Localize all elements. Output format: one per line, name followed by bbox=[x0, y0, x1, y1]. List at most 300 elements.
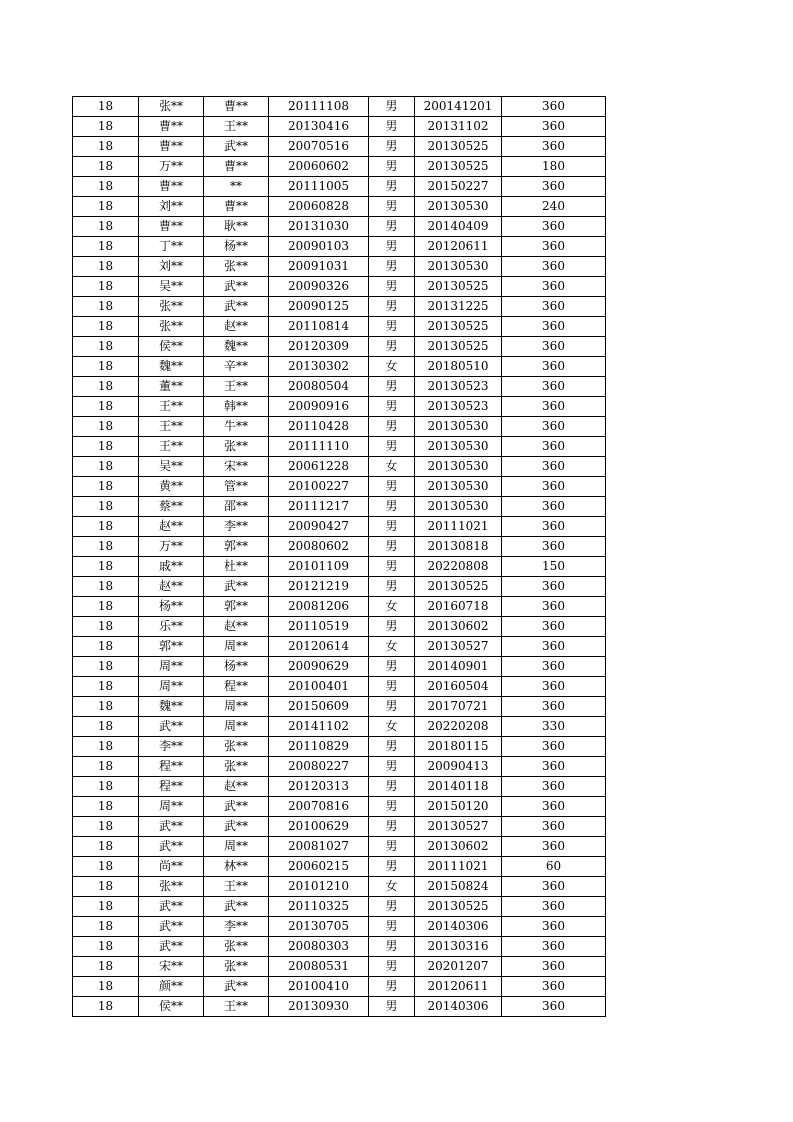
group-cell: 18 bbox=[73, 217, 139, 237]
amount-cell: 360 bbox=[502, 417, 606, 437]
group-cell: 18 bbox=[73, 437, 139, 457]
group-cell: 18 bbox=[73, 497, 139, 517]
gender-cell: 男 bbox=[369, 337, 415, 357]
name-cell: 王** bbox=[139, 437, 204, 457]
relation-name-cell: 韩** bbox=[204, 397, 269, 417]
relation-name-cell: 辛** bbox=[204, 357, 269, 377]
name-cell: 张** bbox=[139, 317, 204, 337]
table-row bbox=[73, 997, 606, 1017]
amount-cell: 360 bbox=[502, 217, 606, 237]
name-cell: 董** bbox=[139, 377, 204, 397]
table-row bbox=[73, 617, 606, 637]
amount-cell: 360 bbox=[502, 537, 606, 557]
date-cell: 20060828 bbox=[269, 197, 369, 217]
amount-cell: 360 bbox=[502, 237, 606, 257]
gender-cell: 男 bbox=[369, 577, 415, 597]
amount-cell: 360 bbox=[502, 797, 606, 817]
start-date-cell: 20170721 bbox=[415, 697, 502, 717]
table-row bbox=[73, 97, 606, 117]
table-row bbox=[73, 417, 606, 437]
amount-cell: 360 bbox=[502, 397, 606, 417]
gender-cell: 男 bbox=[369, 377, 415, 397]
name-cell: 乐** bbox=[139, 617, 204, 637]
gender-cell: 男 bbox=[369, 317, 415, 337]
relation-name-cell: 张** bbox=[204, 937, 269, 957]
start-date-cell: 20180115 bbox=[415, 737, 502, 757]
start-date-cell: 200141201 bbox=[415, 97, 502, 117]
amount-cell: 360 bbox=[502, 257, 606, 277]
gender-cell: 男 bbox=[369, 677, 415, 697]
group-cell: 18 bbox=[73, 877, 139, 897]
relation-name-cell: 程** bbox=[204, 677, 269, 697]
relation-name-cell: 李** bbox=[204, 517, 269, 537]
relation-name-cell: 赵** bbox=[204, 777, 269, 797]
group-cell: 18 bbox=[73, 817, 139, 837]
relation-name-cell: 宋** bbox=[204, 457, 269, 477]
gender-cell: 男 bbox=[369, 957, 415, 977]
gender-cell: 男 bbox=[369, 97, 415, 117]
date-cell: 20141102 bbox=[269, 717, 369, 737]
date-cell: 20081027 bbox=[269, 837, 369, 857]
name-cell: 颜** bbox=[139, 977, 204, 997]
amount-cell: 360 bbox=[502, 957, 606, 977]
table-row bbox=[73, 637, 606, 657]
date-cell: 20110814 bbox=[269, 317, 369, 337]
start-date-cell: 20130525 bbox=[415, 577, 502, 597]
gender-cell: 男 bbox=[369, 617, 415, 637]
data-table bbox=[72, 96, 606, 1017]
name-cell: 尚** bbox=[139, 857, 204, 877]
date-cell: 20110325 bbox=[269, 897, 369, 917]
group-cell: 18 bbox=[73, 97, 139, 117]
group-cell: 18 bbox=[73, 137, 139, 157]
gender-cell: 男 bbox=[369, 177, 415, 197]
start-date-cell: 20220808 bbox=[415, 557, 502, 577]
relation-name-cell: 武** bbox=[204, 817, 269, 837]
relation-name-cell: 赵** bbox=[204, 317, 269, 337]
amount-cell: 360 bbox=[502, 817, 606, 837]
start-date-cell: 20140901 bbox=[415, 657, 502, 677]
name-cell: 周** bbox=[139, 657, 204, 677]
table-row bbox=[73, 897, 606, 917]
start-date-cell: 20140118 bbox=[415, 777, 502, 797]
name-cell: 王** bbox=[139, 417, 204, 437]
start-date-cell: 20130523 bbox=[415, 377, 502, 397]
start-date-cell: 20180510 bbox=[415, 357, 502, 377]
date-cell: 20100401 bbox=[269, 677, 369, 697]
gender-cell: 女 bbox=[369, 357, 415, 377]
amount-cell: 360 bbox=[502, 357, 606, 377]
date-cell: 20091031 bbox=[269, 257, 369, 277]
gender-cell: 男 bbox=[369, 217, 415, 237]
date-cell: 20080504 bbox=[269, 377, 369, 397]
group-cell: 18 bbox=[73, 377, 139, 397]
gender-cell: 男 bbox=[369, 997, 415, 1017]
group-cell: 18 bbox=[73, 157, 139, 177]
name-cell: 王** bbox=[139, 397, 204, 417]
group-cell: 18 bbox=[73, 297, 139, 317]
date-cell: 20090103 bbox=[269, 237, 369, 257]
table-row bbox=[73, 317, 606, 337]
date-cell: 20101109 bbox=[269, 557, 369, 577]
relation-name-cell: 武** bbox=[204, 977, 269, 997]
start-date-cell: 20150120 bbox=[415, 797, 502, 817]
table-row bbox=[73, 937, 606, 957]
start-date-cell: 20130525 bbox=[415, 317, 502, 337]
amount-cell: 330 bbox=[502, 717, 606, 737]
gender-cell: 女 bbox=[369, 597, 415, 617]
amount-cell: 360 bbox=[502, 457, 606, 477]
group-cell: 18 bbox=[73, 537, 139, 557]
date-cell: 20121219 bbox=[269, 577, 369, 597]
start-date-cell: 20130602 bbox=[415, 837, 502, 857]
relation-name-cell: 郭** bbox=[204, 597, 269, 617]
name-cell: 吴** bbox=[139, 277, 204, 297]
name-cell: 武** bbox=[139, 837, 204, 857]
name-cell: 武** bbox=[139, 897, 204, 917]
gender-cell: 男 bbox=[369, 397, 415, 417]
group-cell: 18 bbox=[73, 717, 139, 737]
name-cell: 曹** bbox=[139, 137, 204, 157]
relation-name-cell: 管** bbox=[204, 477, 269, 497]
date-cell: 20081206 bbox=[269, 597, 369, 617]
gender-cell: 男 bbox=[369, 117, 415, 137]
name-cell: 周** bbox=[139, 677, 204, 697]
table-row bbox=[73, 257, 606, 277]
amount-cell: 360 bbox=[502, 697, 606, 717]
date-cell: 20111005 bbox=[269, 177, 369, 197]
start-date-cell: 20130527 bbox=[415, 637, 502, 657]
gender-cell: 男 bbox=[369, 297, 415, 317]
name-cell: 万** bbox=[139, 157, 204, 177]
name-cell: 张** bbox=[139, 877, 204, 897]
amount-cell: 360 bbox=[502, 997, 606, 1017]
group-cell: 18 bbox=[73, 337, 139, 357]
date-cell: 20101210 bbox=[269, 877, 369, 897]
relation-name-cell: 武** bbox=[204, 277, 269, 297]
gender-cell: 男 bbox=[369, 517, 415, 537]
table-row bbox=[73, 337, 606, 357]
date-cell: 20060215 bbox=[269, 857, 369, 877]
start-date-cell: 20130530 bbox=[415, 497, 502, 517]
gender-cell: 男 bbox=[369, 137, 415, 157]
table-row bbox=[73, 537, 606, 557]
date-cell: 20070816 bbox=[269, 797, 369, 817]
name-cell: 侯** bbox=[139, 997, 204, 1017]
group-cell: 18 bbox=[73, 757, 139, 777]
relation-name-cell: 周** bbox=[204, 637, 269, 657]
relation-name-cell: 曹** bbox=[204, 97, 269, 117]
start-date-cell: 20201207 bbox=[415, 957, 502, 977]
name-cell: 戚** bbox=[139, 557, 204, 577]
amount-cell: 360 bbox=[502, 317, 606, 337]
start-date-cell: 20130530 bbox=[415, 257, 502, 277]
amount-cell: 360 bbox=[502, 97, 606, 117]
relation-name-cell: 曹** bbox=[204, 157, 269, 177]
table-row bbox=[73, 597, 606, 617]
group-cell: 18 bbox=[73, 837, 139, 857]
gender-cell: 男 bbox=[369, 897, 415, 917]
group-cell: 18 bbox=[73, 937, 139, 957]
group-cell: 18 bbox=[73, 417, 139, 437]
start-date-cell: 20111021 bbox=[415, 857, 502, 877]
amount-cell: 360 bbox=[502, 897, 606, 917]
amount-cell: 360 bbox=[502, 597, 606, 617]
amount-cell: 360 bbox=[502, 637, 606, 657]
date-cell: 20070516 bbox=[269, 137, 369, 157]
gender-cell: 男 bbox=[369, 497, 415, 517]
start-date-cell: 20140409 bbox=[415, 217, 502, 237]
start-date-cell: 20130523 bbox=[415, 397, 502, 417]
table-row bbox=[73, 697, 606, 717]
start-date-cell: 20090413 bbox=[415, 757, 502, 777]
table-row bbox=[73, 957, 606, 977]
group-cell: 18 bbox=[73, 477, 139, 497]
group-cell: 18 bbox=[73, 597, 139, 617]
gender-cell: 男 bbox=[369, 737, 415, 757]
date-cell: 20090326 bbox=[269, 277, 369, 297]
name-cell: 魏** bbox=[139, 357, 204, 377]
start-date-cell: 20150227 bbox=[415, 177, 502, 197]
relation-name-cell: 牛** bbox=[204, 417, 269, 437]
table-row bbox=[73, 397, 606, 417]
amount-cell: 360 bbox=[502, 977, 606, 997]
amount-cell: 360 bbox=[502, 877, 606, 897]
date-cell: 20080602 bbox=[269, 537, 369, 557]
date-cell: 20080303 bbox=[269, 937, 369, 957]
amount-cell: 360 bbox=[502, 517, 606, 537]
table-row bbox=[73, 777, 606, 797]
amount-cell: 360 bbox=[502, 677, 606, 697]
table-row bbox=[73, 217, 606, 237]
table-row bbox=[73, 837, 606, 857]
name-cell: 侯** bbox=[139, 337, 204, 357]
gender-cell: 男 bbox=[369, 777, 415, 797]
date-cell: 20110428 bbox=[269, 417, 369, 437]
table-row bbox=[73, 157, 606, 177]
gender-cell: 男 bbox=[369, 857, 415, 877]
table-row bbox=[73, 177, 606, 197]
name-cell: 武** bbox=[139, 937, 204, 957]
name-cell: 吴** bbox=[139, 457, 204, 477]
gender-cell: 男 bbox=[369, 277, 415, 297]
amount-cell: 360 bbox=[502, 937, 606, 957]
name-cell: 黄** bbox=[139, 477, 204, 497]
table-row bbox=[73, 437, 606, 457]
gender-cell: 女 bbox=[369, 637, 415, 657]
table-row bbox=[73, 517, 606, 537]
relation-name-cell: 邵** bbox=[204, 497, 269, 517]
name-cell: 郭** bbox=[139, 637, 204, 657]
amount-cell: 360 bbox=[502, 297, 606, 317]
relation-name-cell: 杨** bbox=[204, 657, 269, 677]
group-cell: 18 bbox=[73, 277, 139, 297]
amount-cell: 360 bbox=[502, 757, 606, 777]
table-row bbox=[73, 677, 606, 697]
group-cell: 18 bbox=[73, 677, 139, 697]
relation-name-cell: 武** bbox=[204, 797, 269, 817]
gender-cell: 男 bbox=[369, 797, 415, 817]
start-date-cell: 20130602 bbox=[415, 617, 502, 637]
gender-cell: 男 bbox=[369, 977, 415, 997]
amount-cell: 240 bbox=[502, 197, 606, 217]
group-cell: 18 bbox=[73, 617, 139, 637]
amount-cell: 360 bbox=[502, 277, 606, 297]
name-cell: 武** bbox=[139, 917, 204, 937]
amount-cell: 150 bbox=[502, 557, 606, 577]
date-cell: 20120309 bbox=[269, 337, 369, 357]
relation-name-cell: 武** bbox=[204, 297, 269, 317]
start-date-cell: 20131102 bbox=[415, 117, 502, 137]
name-cell: 武** bbox=[139, 817, 204, 837]
date-cell: 20100629 bbox=[269, 817, 369, 837]
group-cell: 18 bbox=[73, 197, 139, 217]
start-date-cell: 20120611 bbox=[415, 977, 502, 997]
amount-cell: 360 bbox=[502, 777, 606, 797]
date-cell: 20061228 bbox=[269, 457, 369, 477]
group-cell: 18 bbox=[73, 897, 139, 917]
table-row bbox=[73, 857, 606, 877]
relation-name-cell: 王** bbox=[204, 377, 269, 397]
start-date-cell: 20220208 bbox=[415, 717, 502, 737]
start-date-cell: 20130527 bbox=[415, 817, 502, 837]
relation-name-cell: 张** bbox=[204, 957, 269, 977]
name-cell: 宋** bbox=[139, 957, 204, 977]
table-row bbox=[73, 497, 606, 517]
table-row bbox=[73, 137, 606, 157]
date-cell: 20131030 bbox=[269, 217, 369, 237]
name-cell: 赵** bbox=[139, 517, 204, 537]
date-cell: 20110829 bbox=[269, 737, 369, 757]
relation-name-cell: 赵** bbox=[204, 617, 269, 637]
group-cell: 18 bbox=[73, 657, 139, 677]
table-row bbox=[73, 657, 606, 677]
group-cell: 18 bbox=[73, 257, 139, 277]
name-cell: 周** bbox=[139, 797, 204, 817]
date-cell: 20090427 bbox=[269, 517, 369, 537]
date-cell: 20111108 bbox=[269, 97, 369, 117]
relation-name-cell: 郭** bbox=[204, 537, 269, 557]
name-cell: 魏** bbox=[139, 697, 204, 717]
table-row bbox=[73, 917, 606, 937]
gender-cell: 男 bbox=[369, 657, 415, 677]
relation-name-cell: 张** bbox=[204, 437, 269, 457]
table-row bbox=[73, 477, 606, 497]
name-cell: 张** bbox=[139, 97, 204, 117]
start-date-cell: 20150824 bbox=[415, 877, 502, 897]
name-cell: 曹** bbox=[139, 177, 204, 197]
gender-cell: 男 bbox=[369, 157, 415, 177]
amount-cell: 360 bbox=[502, 577, 606, 597]
start-date-cell: 20130530 bbox=[415, 457, 502, 477]
date-cell: 20080531 bbox=[269, 957, 369, 977]
group-cell: 18 bbox=[73, 997, 139, 1017]
date-cell: 20120614 bbox=[269, 637, 369, 657]
table-row bbox=[73, 357, 606, 377]
date-cell: 20150609 bbox=[269, 697, 369, 717]
group-cell: 18 bbox=[73, 857, 139, 877]
gender-cell: 女 bbox=[369, 877, 415, 897]
relation-name-cell: 李** bbox=[204, 917, 269, 937]
relation-name-cell: 张** bbox=[204, 757, 269, 777]
group-cell: 18 bbox=[73, 977, 139, 997]
date-cell: 20060602 bbox=[269, 157, 369, 177]
amount-cell: 360 bbox=[502, 477, 606, 497]
relation-name-cell: 张** bbox=[204, 257, 269, 277]
name-cell: 蔡** bbox=[139, 497, 204, 517]
relation-name-cell: 耿** bbox=[204, 217, 269, 237]
gender-cell: 男 bbox=[369, 837, 415, 857]
amount-cell: 360 bbox=[502, 137, 606, 157]
date-cell: 20130705 bbox=[269, 917, 369, 937]
table-row bbox=[73, 457, 606, 477]
relation-name-cell: 王** bbox=[204, 997, 269, 1017]
relation-name-cell: 武** bbox=[204, 577, 269, 597]
table-row bbox=[73, 577, 606, 597]
gender-cell: 男 bbox=[369, 537, 415, 557]
group-cell: 18 bbox=[73, 357, 139, 377]
name-cell: 程** bbox=[139, 757, 204, 777]
gender-cell: 女 bbox=[369, 457, 415, 477]
name-cell: 武** bbox=[139, 717, 204, 737]
table-row bbox=[73, 297, 606, 317]
gender-cell: 男 bbox=[369, 237, 415, 257]
amount-cell: 360 bbox=[502, 837, 606, 857]
name-cell: 李** bbox=[139, 737, 204, 757]
date-cell: 20090629 bbox=[269, 657, 369, 677]
gender-cell: 男 bbox=[369, 417, 415, 437]
start-date-cell: 20160718 bbox=[415, 597, 502, 617]
date-cell: 20080227 bbox=[269, 757, 369, 777]
date-cell: 20100410 bbox=[269, 977, 369, 997]
gender-cell: 男 bbox=[369, 757, 415, 777]
gender-cell: 男 bbox=[369, 437, 415, 457]
date-cell: 20130416 bbox=[269, 117, 369, 137]
gender-cell: 男 bbox=[369, 557, 415, 577]
group-cell: 18 bbox=[73, 917, 139, 937]
name-cell: 刘** bbox=[139, 257, 204, 277]
table-row bbox=[73, 757, 606, 777]
date-cell: 20120313 bbox=[269, 777, 369, 797]
table-row bbox=[73, 737, 606, 757]
start-date-cell: 20130530 bbox=[415, 437, 502, 457]
start-date-cell: 20140306 bbox=[415, 997, 502, 1017]
relation-name-cell: 武** bbox=[204, 897, 269, 917]
date-cell: 20110519 bbox=[269, 617, 369, 637]
group-cell: 18 bbox=[73, 457, 139, 477]
group-cell: 18 bbox=[73, 637, 139, 657]
table-row bbox=[73, 797, 606, 817]
relation-name-cell: 林** bbox=[204, 857, 269, 877]
start-date-cell: 20120611 bbox=[415, 237, 502, 257]
date-cell: 20111217 bbox=[269, 497, 369, 517]
relation-name-cell: 周** bbox=[204, 717, 269, 737]
gender-cell: 男 bbox=[369, 917, 415, 937]
group-cell: 18 bbox=[73, 697, 139, 717]
relation-name-cell: 王** bbox=[204, 877, 269, 897]
amount-cell: 360 bbox=[502, 917, 606, 937]
start-date-cell: 20130316 bbox=[415, 937, 502, 957]
start-date-cell: 20130818 bbox=[415, 537, 502, 557]
name-cell: 杨** bbox=[139, 597, 204, 617]
table-row bbox=[73, 377, 606, 397]
amount-cell: 360 bbox=[502, 117, 606, 137]
name-cell: 万** bbox=[139, 537, 204, 557]
relation-name-cell: 杨** bbox=[204, 237, 269, 257]
relation-name-cell: 周** bbox=[204, 697, 269, 717]
amount-cell: 360 bbox=[502, 657, 606, 677]
table-body bbox=[73, 97, 606, 1017]
